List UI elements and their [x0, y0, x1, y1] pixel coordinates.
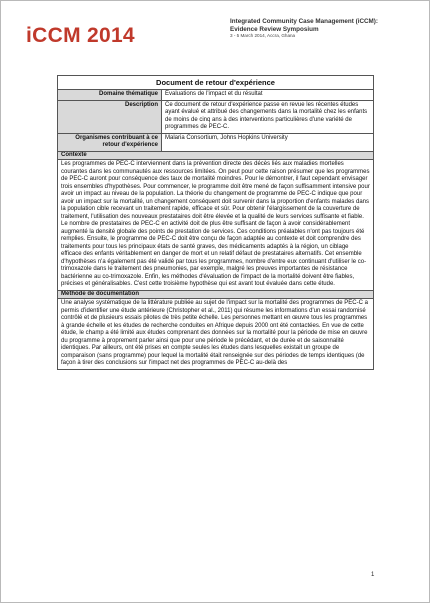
conference-date-place: 3 - 5 March 2014, Accra, Ghana	[230, 33, 296, 39]
theme-label: Domaine thématique	[58, 90, 162, 101]
method-cell	[58, 299, 374, 370]
context-cell	[58, 160, 374, 291]
conference-title-line2: Evidence Review Symposium	[230, 25, 319, 33]
conference-title-line1: Integrated Community Case Management (iCCM):	[230, 18, 378, 25]
context-heading: Contexte	[58, 151, 374, 160]
context-body: Les programmes de PEC-C interviennent dans la prévention directe des décès liés aux maladies mortelles courantes dans les communautés aux ressources limitées. On peut pour cette raison présumer que les programmes de PEC-C auront pour conséquence des taux de mortalité moindres. Pour le démontrer, il faut cependant envisager trois ensembles d'hypothèses. Pour commencer, le programme doit être mené de façon suffisamment intensive pour avoir un impact au niveau de la population. La théorie du changement de programme de PEC-C indique que pour avoir un impact sur la mortalité, un changement conséquent doit survenir dans la proportion d'enfants malades dans la population cible recevant un traitement rapide, efficace et sûr. Pour obtenir l'élargissement de la couverture de traitement, l'utilisation des nouveaux prestataires doit être élevée et la qualité de leurs services suffisante et fiable. Le nombre de prestataires de PEC-C en activité doit de plus être suffisant de façon à avoir considérablement augmenté la densité globale des points de prestation de services. Ces conditions préalables n'ont pas toujours été remplies. Ensuite, le programme de PEC-C doit être conçu de façon adaptée au contexte et doit comprendre des traitements pour tous les principaux états de santé graves, des médicaments adaptés à la région, un ciblage efficace des enfants véritablement en danger de mort et un relatif défaut de prestataires alternatifs. Cet ensemble d'hypothèses n'a également pas été validé par tous les programmes, nombre d'entre eux continuant d'utiliser le co-trimoxazole dans le traitement des pneumonies, par exemple, malgré les preuves importantes de résistance bactérienne au co-trimoxazole. Enfin, les méthodes d'évaluation de l'impact de la mortalité doivent être fiables, précises et généralisables. C'est cette troisième hypothèse qui est avant tout évaluée dans cette étude.	[61, 161, 370, 287]
experience-report-table	[57, 75, 374, 370]
description-label: Description	[58, 100, 162, 133]
theme-value: Évaluations de l'impact et du résultat	[162, 90, 374, 101]
description-value: Ce document de retour d'expérience passe en revue les récentes études ayant évalué et attribué des changements dans la mortalité chez les enfants de moins de cinq ans à des interventions particulières d'une variété de programmes de PEC-C.	[162, 100, 374, 133]
organisations-label: Organismes contribuant à ce retour d'expérience	[58, 133, 162, 151]
iccm-logo: iCCM 2014	[26, 24, 135, 47]
organisations-value: Malaria Consortium, Johns Hopkins University	[162, 133, 374, 151]
method-body: Une analyse systématique de la littérature publiée au sujet de l'impact sur la mortalité des programmes de PEC-C a permis d'identifier une étude antérieure (Christopher et al., 2011) qui résume les informations d'un essai randomisé contrôlé et de plusieurs essais pilotes de très petite échelle. Les personnes mettant en œuvre tous les programmes à grande échelle et les études de recherche conduites en Afrique depuis 2000 ont été contactées. En vue de cette étude, le champ a été limité aux études comprenant des données sur la mortalité pour la période de mise en œuvre du programme à proprement parler ainsi que pour une période le précédant, et de durée et de saisonnalité identiques. Par ailleurs, ont été prises en compte seules les études dans lesquelles existait un groupe de comparaison (sans programme) pour lequel la mortalité était renseignée sur des périodes de temps identiques (de façon à tirer des conclusions sur l'impact net des programmes de PEC-C au-delà des	[61, 300, 368, 366]
table-title: Document de retour d'expérience	[58, 76, 374, 90]
method-heading: Méthode de documentation	[58, 290, 374, 299]
page-number: 1	[371, 572, 375, 578]
conference-header	[230, 18, 400, 39]
